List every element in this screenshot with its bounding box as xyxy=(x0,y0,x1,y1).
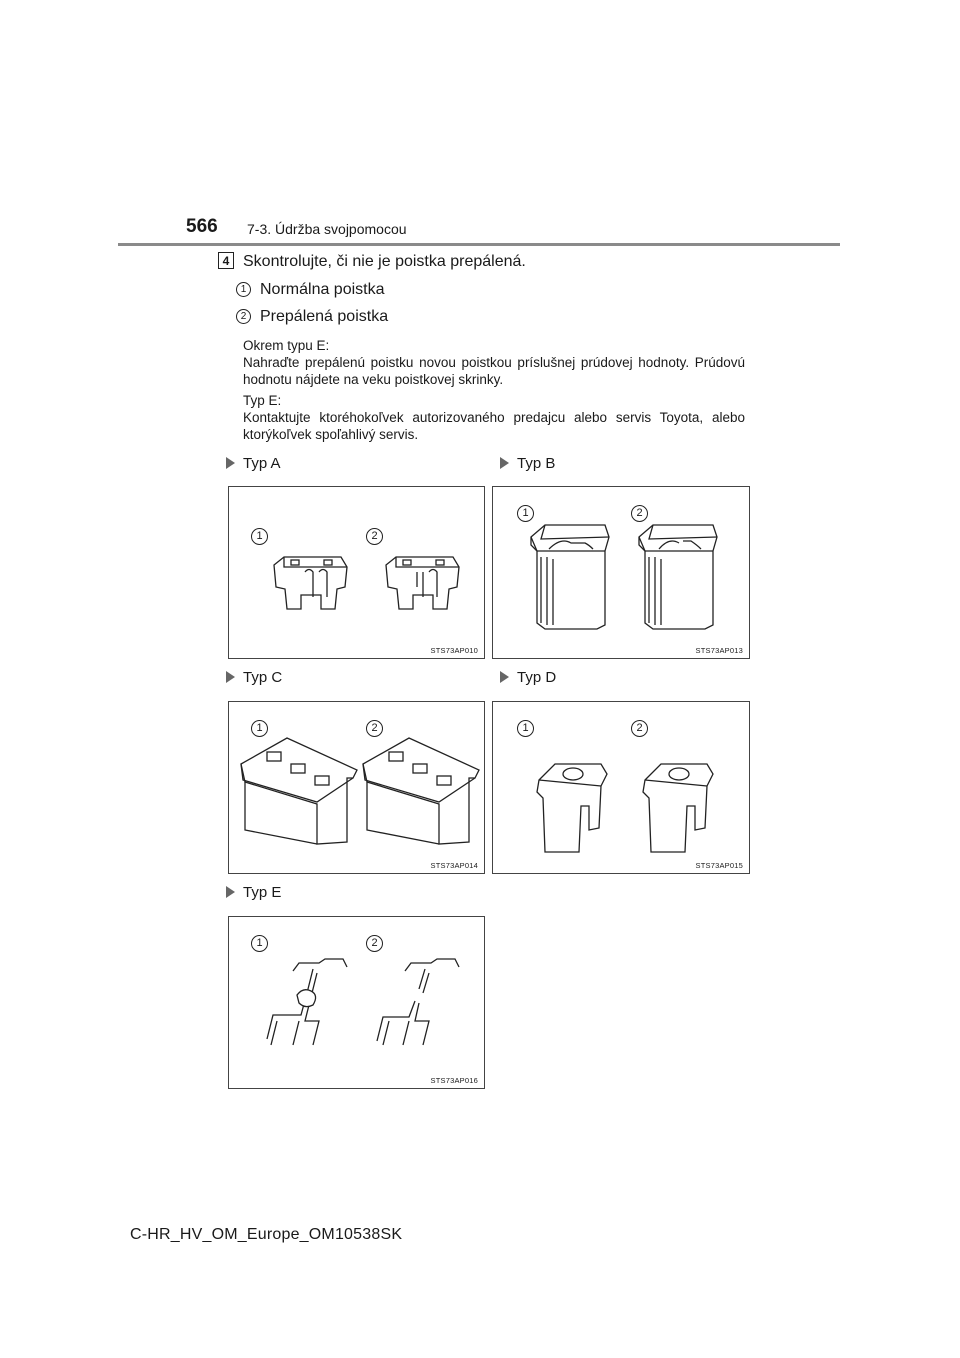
section-title: 7-3. Údržba svojpomocou xyxy=(247,221,407,237)
figure-type-d xyxy=(492,701,750,874)
page-number: 566 xyxy=(186,216,218,237)
figure-type-e xyxy=(228,916,485,1089)
figure-marker-2: 2 xyxy=(366,528,383,545)
type-a-label: Typ A xyxy=(226,455,281,472)
figure-type-b xyxy=(492,486,750,659)
figure-code: STS73AP016 xyxy=(430,1076,478,1085)
item-marker-1: 1 xyxy=(236,282,251,297)
figure-marker-1: 1 xyxy=(251,935,268,952)
note-general-body: Nahraďte prepálenú poistku novou poistkou príslušnej prúdovej hodnoty. Prúdovú hodnotu nájdete na veku poistkovej skrinky. xyxy=(243,355,745,387)
arrow-icon xyxy=(500,671,509,683)
figure-marker-1: 1 xyxy=(517,720,534,737)
type-c-label: Typ C xyxy=(226,669,282,686)
figure-type-c xyxy=(228,701,485,874)
note-type-e-heading: Typ E: xyxy=(243,393,282,408)
header-divider xyxy=(118,243,840,246)
note-general-heading: Okrem typu E: xyxy=(243,338,330,353)
figure-code: STS73AP015 xyxy=(695,861,743,870)
item-blown-fuse: Prepálená poistka xyxy=(260,308,389,325)
arrow-icon xyxy=(226,671,235,683)
figure-code: STS73AP010 xyxy=(430,646,478,655)
figure-marker-1: 1 xyxy=(251,720,268,737)
step-number-badge: 4 xyxy=(218,252,234,269)
figure-marker-2: 2 xyxy=(631,505,648,522)
figure-marker-2: 2 xyxy=(366,935,383,952)
blade-fuse-illustration xyxy=(229,487,484,658)
step-instruction: Skontrolujte, či nie je poistka prepálená. xyxy=(243,253,526,270)
note-type-e-body: Kontaktujte ktoréhokoľvek autorizovaného predajcu alebo servis Toyota, alebo ktorýkoľvek spoľahlivý servis. xyxy=(243,410,745,442)
arrow-icon xyxy=(500,457,509,469)
figure-marker-2: 2 xyxy=(631,720,648,737)
type-d-label: Typ D xyxy=(500,669,556,686)
item-normal-fuse: Normálna poistka xyxy=(260,281,385,298)
type-b-label: Typ B xyxy=(500,455,555,472)
arrow-icon xyxy=(226,886,235,898)
item-marker-2: 2 xyxy=(236,309,251,324)
figure-marker-1: 1 xyxy=(251,528,268,545)
document-id: C-HR_HV_OM_Europe_OM10538SK xyxy=(130,1226,403,1243)
figure-marker-1: 1 xyxy=(517,505,534,522)
figure-marker-2: 2 xyxy=(366,720,383,737)
figure-code: STS73AP014 xyxy=(430,861,478,870)
figure-type-a xyxy=(228,486,485,659)
type-e-label: Typ E xyxy=(226,884,281,901)
arrow-icon xyxy=(226,457,235,469)
figure-code: STS73AP013 xyxy=(695,646,743,655)
